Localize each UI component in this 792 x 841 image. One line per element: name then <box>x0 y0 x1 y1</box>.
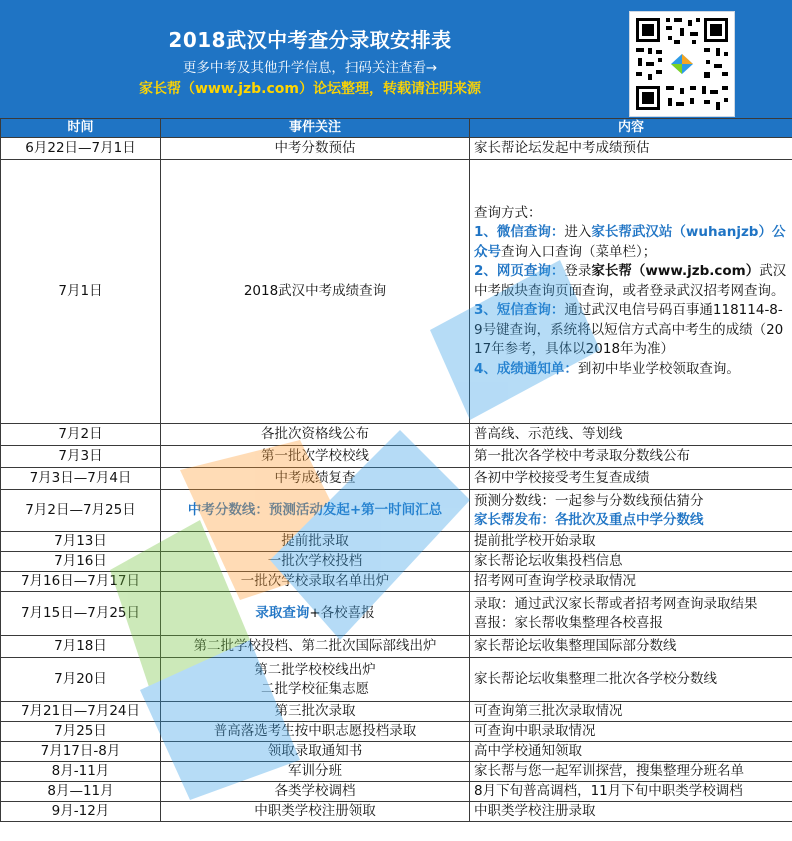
table-row <box>1 782 792 802</box>
row-event: 第二批学校投档、第二批次国际部线出炉 <box>161 636 470 658</box>
row-event: 军训分班 <box>161 762 470 782</box>
row-content: 家长帮论坛收集投档信息 <box>470 552 792 572</box>
table-row <box>1 658 792 702</box>
row-event: 第一批次学校校线 <box>161 446 470 468</box>
row-content: 可查询第三批次录取情况 <box>470 702 792 722</box>
row-content <box>470 160 792 424</box>
table-row <box>1 592 792 636</box>
content-line: 家长帮发布：各批次及重点中学分数线 <box>474 511 704 528</box>
row-content: 各初中学校接受考生复查成绩 <box>470 468 792 490</box>
row-time: 7月13日 <box>1 532 161 552</box>
row-time: 7月16日 <box>1 552 161 572</box>
table-row <box>1 762 792 782</box>
table-row <box>1 160 792 424</box>
row-time: 8月—11月 <box>1 782 161 802</box>
content-line: 喜报：家长帮收集整理各校喜报 <box>474 614 663 631</box>
row-event: 第三批次录取 <box>161 702 470 722</box>
row-content: 招考网可查询学校录取情况 <box>470 572 792 592</box>
row-event: 中考分数线：预测活动发起+第一时间汇总 <box>161 490 470 532</box>
row-content: 提前批学校开始录取 <box>470 532 792 552</box>
table-row <box>1 446 792 468</box>
table-row <box>1 138 792 160</box>
row-time: 7月1日 <box>1 160 161 424</box>
row-time: 7月16日—7月17日 <box>1 572 161 592</box>
row-event: 中考成绩复查 <box>161 468 470 490</box>
row-content: 中职类学校注册录取 <box>470 802 792 822</box>
schedule-table <box>0 118 792 822</box>
row-time: 9月-12月 <box>1 802 161 822</box>
row-time: 8月-11月 <box>1 762 161 782</box>
row-event: 提前批录取 <box>161 532 470 552</box>
row-content: 家长帮论坛收集整理二批次各学校分数线 <box>470 658 792 702</box>
row-content: 8月下旬普高调档，11月下旬中职类学校调档 <box>470 782 792 802</box>
row-time: 7月18日 <box>1 636 161 658</box>
row-event: 一批次学校投档 <box>161 552 470 572</box>
query-method-wechat: 1、微信查询：进入家长帮武汉站（wuhanjzb）公众号查询入口查询（菜单栏）； <box>474 224 786 260</box>
row-content: 家长帮论坛发起中考成绩预估 <box>470 138 792 160</box>
row-event: 领取录取通知书 <box>161 742 470 762</box>
query-method-notice: 4、成绩通知单：到初中毕业学校领取查询。 <box>474 360 740 377</box>
row-time: 7月3日 <box>1 446 161 468</box>
row-time: 7月15日—7月25日 <box>1 592 161 636</box>
table-row <box>1 532 792 552</box>
row-time: 7月3日—7月4日 <box>1 468 161 490</box>
row-content: 家长帮论坛收集整理国际部分数线 <box>470 636 792 658</box>
row-time: 7月20日 <box>1 658 161 702</box>
row-content: 高中学校通知领取 <box>470 742 792 762</box>
table-row <box>1 722 792 742</box>
row-content: 可查询中职录取情况 <box>470 722 792 742</box>
header-banner <box>0 0 792 118</box>
row-time: 7月2日 <box>1 424 161 446</box>
query-method-web: 2、网页查询：登录家长帮（www.jzb.com）武汉中考版块查询页面查询，或者登录武汉招考网查询。 <box>474 263 787 299</box>
row-event: 中职类学校注册领取 <box>161 802 470 822</box>
row-event: 普高落选考生按中职志愿投档录取 <box>161 722 470 742</box>
row-content: 家长帮与您一起军训探营，搜集整理分班名单 <box>470 762 792 782</box>
row-time: 7月17日-8月 <box>1 742 161 762</box>
row-content <box>470 490 792 532</box>
qr-code-icon <box>629 11 735 117</box>
table-row <box>1 552 792 572</box>
query-method-sms: 3、短信查询：通过武汉电信号码百事通118114-8-9号键查询，系统将以短信方式高中考生的成绩（2017年参考，具体以2018年为准） <box>474 302 784 358</box>
source-note: 家长帮（www.jzb.com）论坛整理，转载请注明来源 <box>138 81 481 97</box>
page-subtitle: 更多中考及其他升学信息，扫码关注查看→ <box>182 60 438 76</box>
row-event: 第二批学校校线出炉 二批学校征集志愿 <box>161 658 470 702</box>
row-time: 6月22日—7月1日 <box>1 138 161 160</box>
row-event: 2018武汉中考成绩查询 <box>161 160 470 424</box>
table-row <box>1 468 792 490</box>
row-time: 7月2日—7月25日 <box>1 490 161 532</box>
table-row <box>1 490 792 532</box>
column-header-event: 事件关注 <box>161 119 470 138</box>
page-title: 2018武汉中考查分录取安排表 <box>168 28 452 52</box>
column-header-time: 时间 <box>1 119 161 138</box>
row-content: 第一批次各学校中考录取分数线公布 <box>470 446 792 468</box>
row-content: 普高线、示范线、等划线 <box>470 424 792 446</box>
table-row <box>1 636 792 658</box>
table-row <box>1 702 792 722</box>
table-row <box>1 424 792 446</box>
content-line: 录取：通过武汉家长帮或者招考网查询录取结果 <box>474 596 758 612</box>
row-event: 中考分数预估 <box>161 138 470 160</box>
content-line: 预测分数线：一起参与分数线预估猜分 <box>474 493 704 509</box>
column-header-content: 内容 <box>470 119 792 138</box>
row-time: 7月25日 <box>1 722 161 742</box>
row-event: 一批次学校录取名单出炉 <box>161 572 470 592</box>
row-event: 各类学校调档 <box>161 782 470 802</box>
row-time: 7月21日—7月24日 <box>1 702 161 722</box>
table-row <box>1 572 792 592</box>
table-row <box>1 802 792 822</box>
query-intro: 查询方式： <box>474 204 542 221</box>
row-content <box>470 592 792 636</box>
table-row <box>1 742 792 762</box>
row-event: 录取查询+各校喜报 <box>161 592 470 636</box>
table-header-row <box>1 119 792 138</box>
row-event: 各批次资格线公布 <box>161 424 470 446</box>
